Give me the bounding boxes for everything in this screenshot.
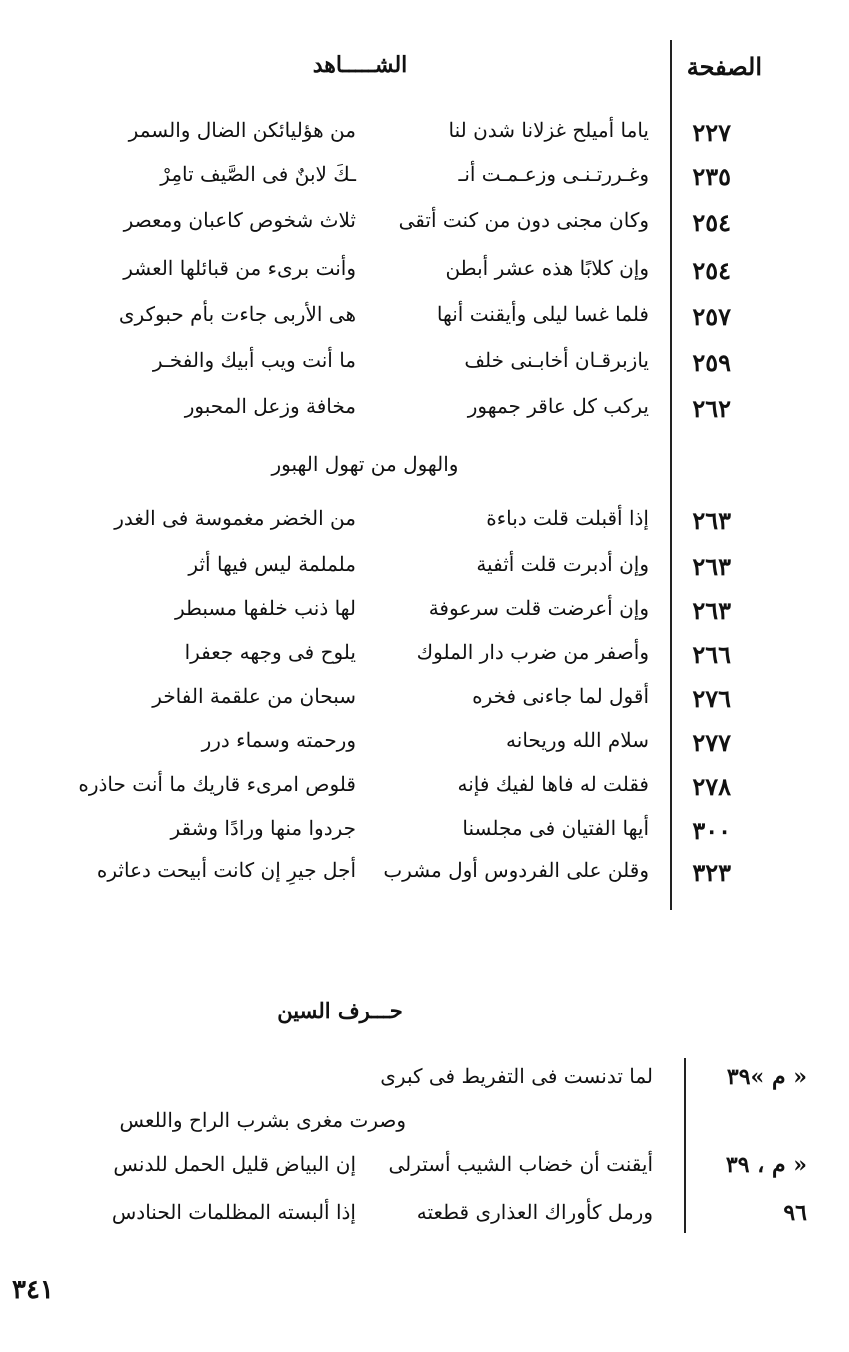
page-ref: ٢٧٧ [692,728,731,757]
table-row [0,1108,849,1148]
verse-second-half: يلوح فى وجهه جعفرا [184,640,356,664]
table-row [0,506,849,546]
table-row [0,1200,849,1240]
page-ref: ٢٦٣ [692,506,731,535]
verse-second-half: ثلاث شخوص كاعبان ومعصر [123,208,356,232]
page-ref: ٢٥٧ [692,302,731,331]
table-row [0,684,849,724]
verse-second-half: وصرت مغرى بشرب الراح واللعس [119,1108,406,1132]
verse-first-half: وإن كلابًا هذه عشر أبطن [445,256,649,280]
verse-second-half: هى الأربى جاءت بأم حبوكرى [118,302,356,326]
verse-first-half: ياما أميلح غزلانا شدن لنا [448,118,649,142]
verse-first-half: سلام الله وريحانه [506,728,649,752]
verse-second-half: سبحان من علقمة الفاخر [152,684,356,708]
page-ref: ٢٥٤ [692,256,731,285]
table-row [0,640,849,680]
section-title: حـــرف السين [277,998,403,1023]
verse-first-half: وكان مجنى دون من كنت أتقى [398,208,649,232]
verse-first-half: لما تدنست فى التفريط فى كبرى [380,1064,653,1088]
page-ref: ٩٦ [783,1200,807,1226]
verse-first-half: فلما غسا ليلى وأيقنت أنها [436,302,649,326]
table-row [0,772,849,812]
page-ref: « م »٣٩ [726,1064,807,1090]
verse-first-half: أيها الفتيان فى مجلسنا [462,816,649,840]
verse-second-half: ما أنت ويب أبيك والفخـر [152,348,356,372]
verse-first-half: وإن أعرضت قلت سرعوفة [428,596,649,620]
verse-second-half: ـكَ لابنٌ فى الصَّيف تامِرْ [160,162,356,186]
verse-second-half: مخافة وزعل المحبور [184,394,356,418]
table-row [0,256,849,296]
verse-first-half: وأصفر من ضرب دار الملوك [416,640,649,664]
table-row [0,208,849,248]
verse-continuation: والهول من تهول الهبور [271,452,459,476]
page-ref: ٢٦٣ [692,596,731,625]
table-row [0,1064,849,1104]
page-ref: ٣٢٣ [692,858,731,887]
page-column-header: الصفحة [686,52,762,81]
page-ref: ٢٦٦ [692,640,731,669]
page-ref: ٢٦٢ [692,394,731,423]
table-row [0,596,849,636]
verse-first-half: ورمل كأوراك العذارى قطعته [416,1200,653,1224]
verse-first-half: يازبرقـان أخابـنى خلف [464,348,649,372]
verse-second-half: من هؤليائكن الضال والسمر [128,118,356,142]
table-row [0,816,849,856]
table-row [0,348,849,388]
page-ref: ٢٧٨ [692,772,731,801]
verse-first-half: إذا أقبلت قلت دباءة [486,506,649,530]
page-number: ٣٤١ [12,1275,54,1305]
page-ref: ٢٧٦ [692,684,731,713]
table-row [0,552,849,592]
table-row [0,858,849,898]
verse-second-half: جردوا منها ورادًا وشقر [170,816,356,840]
verse-second-half: ململمة ليس فيها أثر [188,552,356,576]
page-ref: ٢٦٣ [692,552,731,581]
verse-first-half: أيقنت أن خضاب الشيب أسترلى [388,1152,653,1176]
page-ref: ٣٠٠ [692,816,731,845]
page-ref: ٢٥٩ [692,348,731,377]
verse-second-half: أجل جيرِ إن كانت أبيحت دعاثره [96,858,356,882]
evidence-column-header: الشـــــاهد [312,52,408,78]
page-ref: ٢٥٤ [692,208,731,237]
verse-first-half: يركب كل عاقر جمهور [467,394,649,418]
verse-second-half: ورحمته وسماء درر [201,728,356,752]
verse-second-half: من الخضر مغموسة فى الغدر [114,506,356,530]
table-row [0,728,849,768]
page-ref: ٢٢٧ [692,118,731,147]
verse-first-half: وقلن على الفردوس أول مشرب [383,858,649,882]
verse-second-half: إذا ألبسته المظلمات الحنادس [111,1200,356,1224]
verse-second-half: لها ذنب خلفها مسبطر [174,596,356,620]
verse-second-half: إن البياض قليل الحمل للدنس [113,1152,356,1176]
verse-first-half: أقول لما جاءنى فخره [472,684,649,708]
verse-first-half: فقلت له فاها لفيك فإنه [457,772,649,796]
verse-second-half: وأنت برىء من قبائلها العشر [123,256,356,280]
verse-first-half: وغـررتـنـى وزعـمـت أنـ [458,162,649,186]
page-ref: ٢٣٥ [692,162,731,191]
verse-first-half: وإن أدبرت قلت أثفية [476,552,649,576]
table-row [0,302,849,342]
table-row [0,394,849,434]
page-ref: « م ، ٣٩ [725,1152,807,1178]
table-row [0,1152,849,1192]
table-row [0,162,849,202]
verse-second-half: قلوص امرىء قاريك ما أنت حاذره [78,772,356,796]
table-row [0,118,849,158]
